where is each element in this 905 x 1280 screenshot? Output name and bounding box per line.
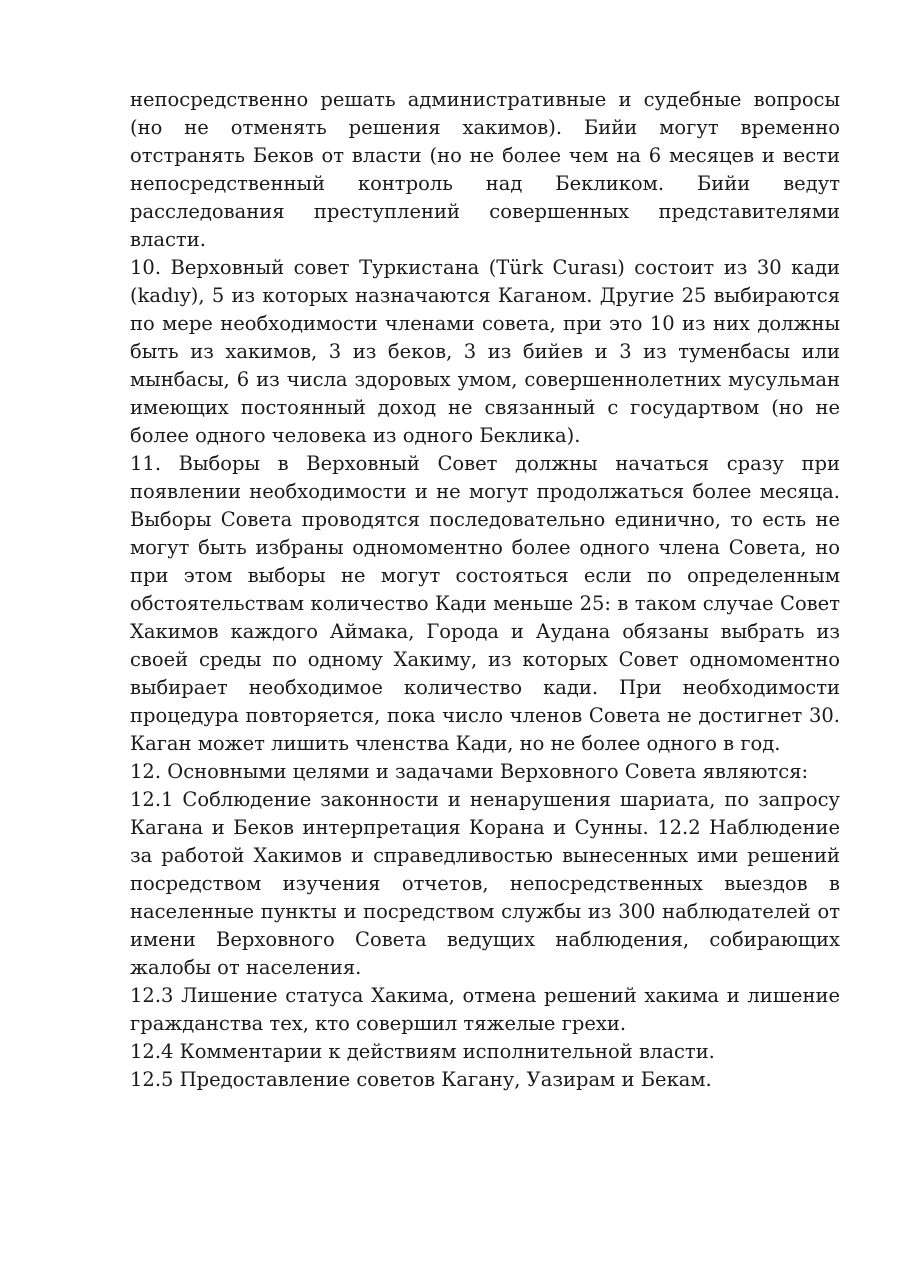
document-body (130, 86, 840, 1094)
paragraph-continuation: непосредственно решать административные и судебные вопросы (но не отменять решения хакимов). Бийи могут временно отстранять Беков от власти (но не более чем на 6 месяцев и вести непосредственный контроль над Бекликом. Бийи ведут расследования преступлений совершенных представителями власти. (130, 88, 840, 251)
paragraph-12-5: 12.5 Предоставление советов Кагану, Уазирам и Бекам. (130, 1068, 712, 1091)
paragraph-12-3: 12.3 Лишение статуса Хакима, отмена решений хакима и лишение гражданства тех, кто совершил тяжелые грехи. (130, 984, 840, 1035)
paragraph-12: 12. Основными целями и задачами Верховного Совета являются: (130, 760, 809, 783)
paragraph-10: 10. Верховный совет Туркистана (Türk Curası) состоит из 30 кади (kadıy), 5 из которых назначаются Каганом. Другие 25 выбираются по мере необходимости членами совета, при это 10 из них должны быть из хакимов, 3 из беков, 3 из бийев и 3 из туменбасы или мынбасы, 6 из числа здоровых умом, совершеннолетних мусульман имеющих постоянный доход не связанный с государтвом (но не более одного человека из одного Беклика). (130, 256, 840, 447)
paragraph-11: 11. Выборы в Верховный Совет должны начаться сразу при появлении необходимости и не могут продолжаться более месяца. Выборы Совета проводятся последовательно единично, то есть не могут быть избраны одномоментно более одного члена Совета, но при этом выборы не могут состояться если по определенным обстоятельствам количество Кади меньше 25: в таком случае Совет Хакимов каждого Аймака, Города и Аудана обязаны выбрать из своей среды по одному Хакиму, из которых Совет одномоментно выбирает необходимое количество кади. При необходимости процедура повторяется, пока число членов Совета не достигнет 30. Каган может лишить членства Кади, но не более одного в год. (130, 452, 840, 755)
paragraph-12-1: 12.1 Соблюдение законности и ненарушения шариата, по запросу Кагана и Беков интерпретация Корана и Сунны. 12.2 Наблюдение за работой Хакимов и справедливостью вынесенных ими решений посредством изучения отчетов, непосредственных выездов в населенные пункты и посредством службы из 300 наблюдателей от имени Верховного Совета ведущих наблюдения, собирающих жалобы от населения. (130, 788, 840, 979)
paragraph-12-4: 12.4 Комментарии к действиям исполнительной власти. (130, 1040, 715, 1063)
